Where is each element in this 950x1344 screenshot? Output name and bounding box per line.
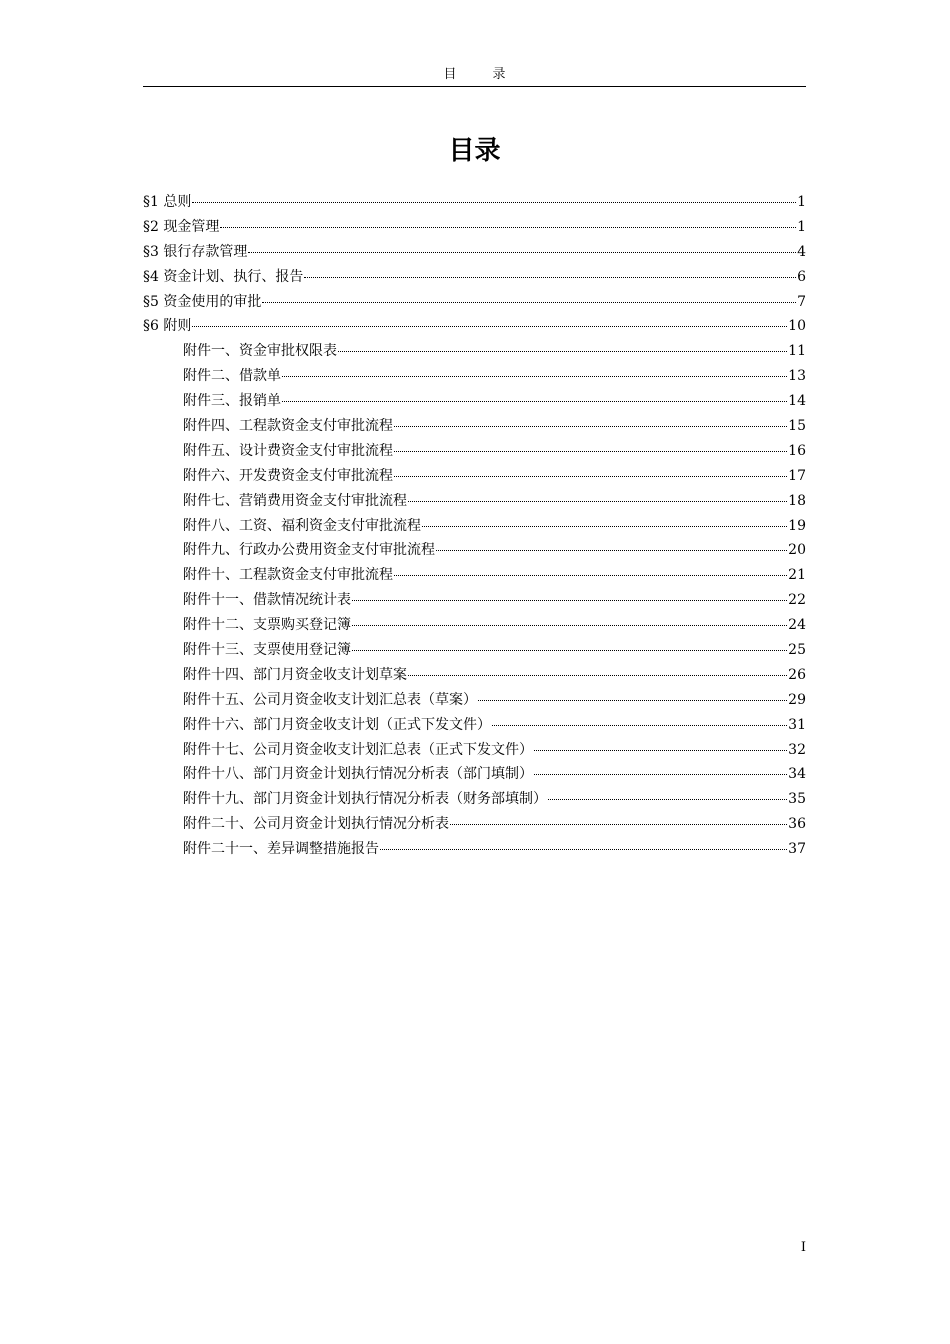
toc-dot-leader <box>248 252 796 253</box>
toc-dot-leader <box>394 476 787 477</box>
toc-entry-label: 附件六、开发费资金支付审批流程 <box>183 467 393 484</box>
toc-entry-label: 附件二十一、差异调整措施报告 <box>183 841 379 858</box>
toc-entry-label: 附件十九、部门月资金计划执行情况分析表（财务部填制） <box>183 791 547 808</box>
toc-dot-leader <box>478 700 787 701</box>
toc-entry[interactable] <box>143 688 806 713</box>
toc-dot-leader <box>534 774 787 775</box>
toc-entry-page: 26 <box>788 666 806 683</box>
toc-entry-label: 附件十三、支票使用登记簿 <box>183 642 351 659</box>
header-rule <box>143 86 806 87</box>
toc-entry[interactable] <box>143 563 806 588</box>
toc-entry-page: 22 <box>788 592 806 609</box>
toc-entry-page: 16 <box>788 442 806 459</box>
toc-entry-label: 附件十八、部门月资金计划执行情况分析表（部门填制） <box>183 766 533 783</box>
toc-entry-page: 1 <box>797 218 806 235</box>
toc-entry[interactable] <box>143 638 806 663</box>
toc-entry-page: 15 <box>788 418 806 435</box>
toc-entry-label: 附件九、行政办公费用资金支付审批流程 <box>183 542 435 559</box>
toc-entry-page: 4 <box>797 243 806 260</box>
toc-entry[interactable] <box>143 837 806 862</box>
toc-entry[interactable] <box>143 265 806 290</box>
toc-entry-page: 10 <box>788 318 806 335</box>
toc-dot-leader <box>282 376 787 377</box>
toc-dot-leader <box>304 277 796 278</box>
toc-entry[interactable] <box>143 215 806 240</box>
toc-dot-leader <box>192 326 787 327</box>
toc-entry[interactable] <box>143 738 806 763</box>
toc-entry-page: 36 <box>788 816 806 833</box>
toc-entry[interactable] <box>143 762 806 787</box>
toc-dot-leader <box>338 351 787 352</box>
toc-dot-leader <box>492 725 787 726</box>
toc-entry[interactable] <box>143 538 806 563</box>
toc-entry-label: §5 资金使用的审批 <box>143 293 262 310</box>
toc-dot-leader <box>352 600 787 601</box>
toc-dot-leader <box>548 799 787 800</box>
toc-entry-page: 7 <box>797 293 806 310</box>
toc-entry[interactable] <box>143 663 806 688</box>
toc-entry-label: 附件七、营销费用资金支付审批流程 <box>183 492 407 509</box>
toc-entry-label: §2 现金管理 <box>143 218 220 235</box>
table-of-contents <box>143 190 806 862</box>
toc-entry-label: 附件十一、借款情况统计表 <box>183 592 351 609</box>
toc-entry[interactable] <box>143 787 806 812</box>
toc-entry-label: 附件四、工程款资金支付审批流程 <box>183 418 393 435</box>
toc-entry-label: §6 附则 <box>143 318 192 335</box>
toc-entry-label: 附件二、借款单 <box>183 368 281 385</box>
toc-entry[interactable] <box>143 812 806 837</box>
toc-entry-label: 附件五、设计费资金支付审批流程 <box>183 442 393 459</box>
toc-entry[interactable] <box>143 339 806 364</box>
toc-entry-label: 附件十四、部门月资金收支计划草案 <box>183 666 407 683</box>
toc-dot-leader <box>380 849 787 850</box>
toc-entry-page: 11 <box>788 343 806 360</box>
toc-entry[interactable] <box>143 314 806 339</box>
toc-entry[interactable] <box>143 489 806 514</box>
toc-entry-label: 附件二十、公司月资金计划执行情况分析表 <box>183 816 449 833</box>
toc-entry[interactable] <box>143 514 806 539</box>
toc-entry-label: §3 银行存款管理 <box>143 243 248 260</box>
toc-dot-leader <box>422 526 787 527</box>
toc-dot-leader <box>436 550 787 551</box>
running-header: 目录 <box>443 67 542 82</box>
toc-entry-label: 附件十六、部门月资金收支计划（正式下发文件） <box>183 716 491 733</box>
toc-entry-page: 25 <box>788 642 806 659</box>
toc-entry-page: 35 <box>788 791 806 808</box>
toc-entry-label: §1 总则 <box>143 194 192 210</box>
toc-entry-page: 14 <box>788 393 806 410</box>
toc-entry-label: 附件三、报销单 <box>183 393 281 410</box>
toc-entry-label: 附件十、工程款资金支付审批流程 <box>183 567 393 584</box>
toc-entry-label: §4 资金计划、执行、报告 <box>143 268 304 285</box>
toc-entry-page: 37 <box>788 841 806 858</box>
toc-entry-label: 附件十五、公司月资金收支计划汇总表（草案） <box>183 691 477 708</box>
toc-entry[interactable] <box>143 389 806 414</box>
toc-dot-leader <box>450 824 787 825</box>
toc-entry[interactable] <box>143 290 806 315</box>
toc-entry[interactable] <box>143 439 806 464</box>
toc-dot-leader <box>192 202 796 203</box>
toc-dot-leader <box>262 302 796 303</box>
toc-dot-leader <box>220 227 796 228</box>
toc-dot-leader <box>352 625 787 626</box>
toc-entry-page: 1 <box>797 194 806 210</box>
toc-entry-page: 6 <box>797 268 806 285</box>
toc-entry-page: 20 <box>788 542 806 559</box>
toc-entry-page: 31 <box>788 716 806 733</box>
page-number: I <box>800 1240 806 1255</box>
toc-entry-label: 附件十二、支票购买登记簿 <box>183 617 351 634</box>
toc-entry-page: 21 <box>788 567 806 584</box>
toc-entry[interactable] <box>143 464 806 489</box>
toc-dot-leader <box>394 575 787 576</box>
toc-dot-leader <box>408 675 787 676</box>
toc-entry-page: 17 <box>788 467 806 484</box>
toc-dot-leader <box>534 750 787 751</box>
toc-entry-page: 32 <box>788 741 806 758</box>
toc-dot-leader <box>282 401 787 402</box>
toc-entry[interactable] <box>143 190 806 215</box>
toc-entry-page: 29 <box>788 691 806 708</box>
toc-entry[interactable] <box>143 414 806 439</box>
toc-entry-label: 附件八、工资、福利资金支付审批流程 <box>183 517 421 534</box>
toc-entry[interactable] <box>143 713 806 738</box>
toc-entry-page: 18 <box>788 492 806 509</box>
page-title: 目录 <box>448 136 501 166</box>
toc-dot-leader <box>408 501 787 502</box>
toc-entry[interactable] <box>143 613 806 638</box>
toc-entry[interactable] <box>143 588 806 613</box>
toc-entry-page: 13 <box>788 368 806 385</box>
toc-entry[interactable] <box>143 364 806 389</box>
toc-dot-leader <box>394 426 787 427</box>
toc-entry-label: 附件十七、公司月资金收支计划汇总表（正式下发文件） <box>183 741 533 758</box>
toc-entry[interactable] <box>143 240 806 265</box>
toc-entry-page: 24 <box>788 617 806 634</box>
toc-dot-leader <box>352 650 787 651</box>
toc-entry-page: 19 <box>788 517 806 534</box>
toc-dot-leader <box>394 451 787 452</box>
toc-entry-label: 附件一、资金审批权限表 <box>183 343 337 360</box>
toc-entry-page: 34 <box>788 766 806 783</box>
